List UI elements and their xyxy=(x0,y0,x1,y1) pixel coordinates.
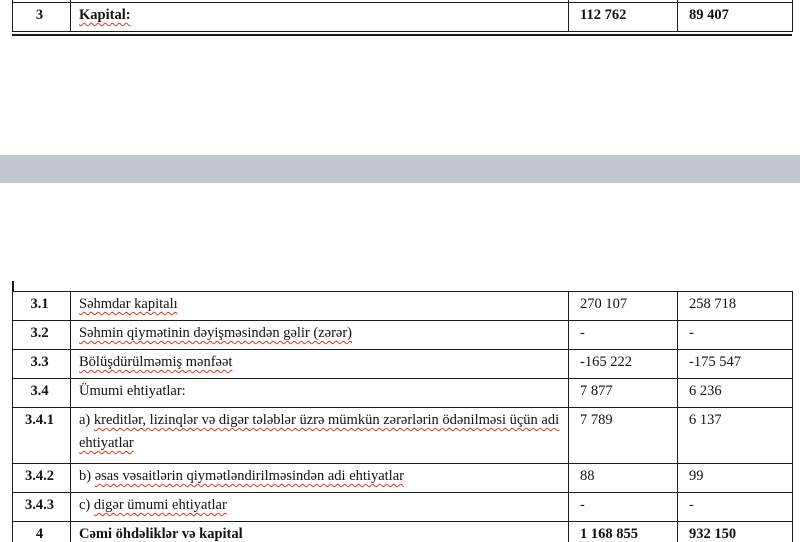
row-label-cell xyxy=(71,493,569,522)
row-label-prefix: b) xyxy=(79,468,95,484)
row-label: digər ümumi ehtiyatlar xyxy=(93,497,227,513)
table-row xyxy=(13,493,793,522)
table-row xyxy=(13,292,793,321)
value-cell-v2: 6 236 xyxy=(678,379,793,408)
value-cell-v1: 112 762 xyxy=(569,3,678,32)
table-row xyxy=(13,379,793,408)
row-label: Cəmi öhdəliklər və kapital xyxy=(79,526,243,542)
value-cell-v2: 6 137 xyxy=(678,408,793,464)
value-cell-v1: 7 789 xyxy=(569,408,678,464)
value-cell-v1: 88 xyxy=(569,464,678,493)
table-page-break-border xyxy=(12,34,792,36)
row-label-cell xyxy=(71,321,569,350)
row-number-cell: 3.4.1 xyxy=(13,408,71,464)
row-label: Kapital: xyxy=(79,7,131,23)
value-cell-v1: 7 877 xyxy=(569,379,678,408)
value-cell-v2: 258 718 xyxy=(678,292,793,321)
row-number-cell: 3.3 xyxy=(13,350,71,379)
value-cell-v2: 99 xyxy=(678,464,793,493)
table-row xyxy=(13,321,793,350)
row-label-cell xyxy=(71,379,569,408)
row-label-cell xyxy=(71,464,569,493)
table-row xyxy=(13,3,793,32)
value-cell-v1: 270 107 xyxy=(569,292,678,321)
value-cell-v2: -175 547 xyxy=(678,350,793,379)
row-label: Səhmin qiymətinin dəyişməsindən gəlir (zərər) xyxy=(79,325,353,341)
value-cell-v2: - xyxy=(678,493,793,522)
value-cell-v2: 932 150 xyxy=(678,522,793,542)
value-cell-v2: - xyxy=(678,321,793,350)
page-gap xyxy=(0,155,800,183)
table-row xyxy=(13,408,793,464)
value-cell-v1: - xyxy=(569,493,678,522)
page-2-fragment xyxy=(0,183,800,542)
page-1-fragment xyxy=(0,0,800,155)
row-label-cell xyxy=(71,292,569,321)
row-label-prefix: a) xyxy=(79,412,94,428)
balance-table-page1 xyxy=(12,0,793,32)
row-label-prefix: c) xyxy=(79,497,94,513)
row-label-cell xyxy=(71,3,569,32)
balance-table-page2 xyxy=(12,291,793,542)
table-row xyxy=(13,522,793,542)
value-cell-v1: -165 222 xyxy=(569,350,678,379)
row-label-cell xyxy=(71,522,569,542)
table-row xyxy=(13,464,793,493)
row-label-cell xyxy=(71,408,569,464)
row-label: kreditlər, lizinqlər və digər tələblər üzrə mümkün zərərlərin ödənilməsi üçün adi ehtiyatlar xyxy=(79,412,560,451)
value-cell-v2: 89 407 xyxy=(678,3,793,32)
row-number-cell: 4 xyxy=(13,522,71,542)
row-number-cell: 3.4 xyxy=(13,379,71,408)
table-left-border-stub xyxy=(12,281,14,291)
value-cell-v1: 1 168 855 xyxy=(569,522,678,542)
row-label: Səhmdar kapitalı xyxy=(79,296,178,312)
table-row xyxy=(13,350,793,379)
row-number-cell: 3 xyxy=(13,3,71,32)
value-cell-v1: - xyxy=(569,321,678,350)
row-number-cell: 3.4.3 xyxy=(13,493,71,522)
row-label: Bölüşdürülməmiş mənfəət xyxy=(79,354,233,370)
row-label: Ümumi ehtiyatlar: xyxy=(79,383,186,399)
row-number-cell: 3.4.2 xyxy=(13,464,71,493)
row-label: əsas vəsaitlərin qiymətləndirilməsindən adi ehtiyatlar xyxy=(94,468,404,484)
row-label-cell xyxy=(71,350,569,379)
row-number-cell: 3.1 xyxy=(13,292,71,321)
row-number-cell: 3.2 xyxy=(13,321,71,350)
